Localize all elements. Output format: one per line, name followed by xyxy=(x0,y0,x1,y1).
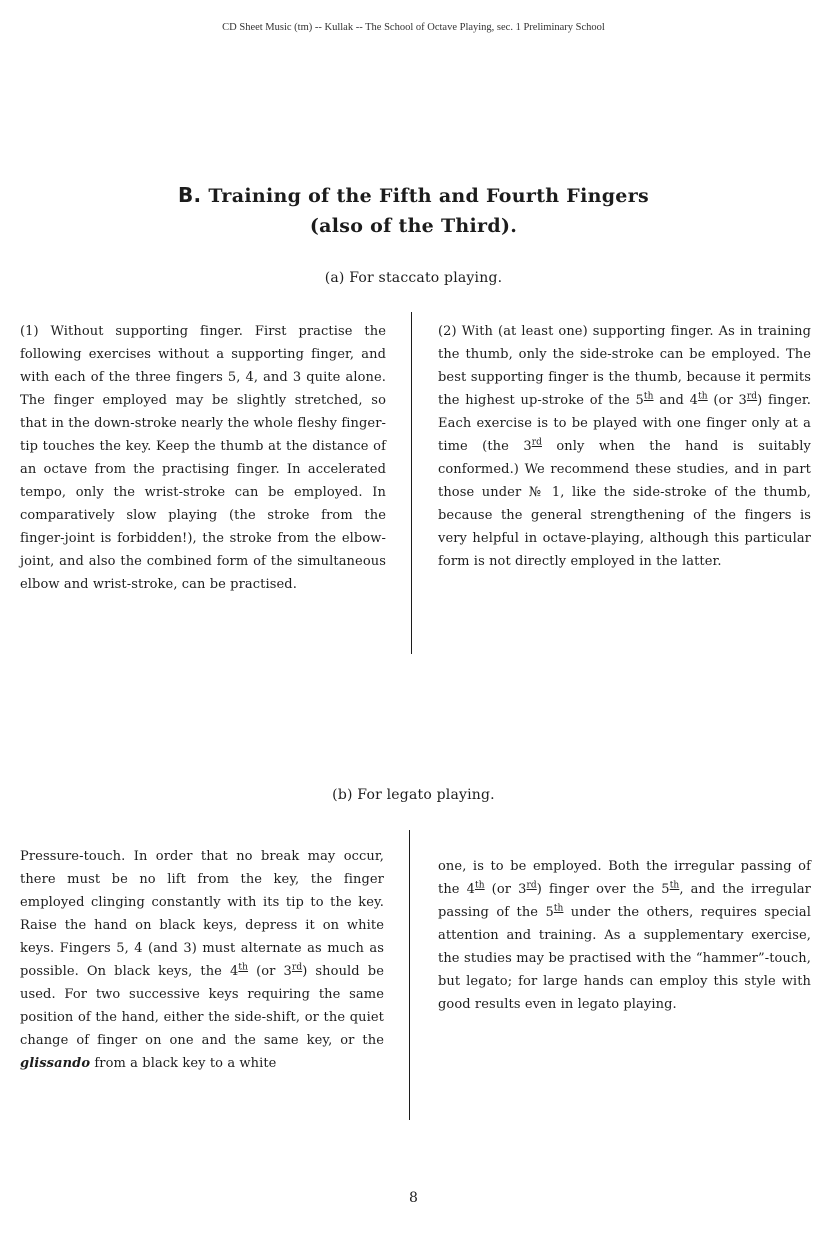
title-line-1: Training of the Fifth and Fourth Fingers xyxy=(208,185,650,207)
subheading-staccato: (a) For staccato playing. xyxy=(324,270,503,286)
column-divider xyxy=(409,830,410,1120)
page-header: CD Sheet Music (tm) -- Kullak -- The School of Octave Playing, sec. 1 Preliminary School xyxy=(222,22,605,33)
column-divider xyxy=(411,312,412,654)
title-letter: B. xyxy=(177,183,202,207)
legato-left-column: Pressure-touch. In order that no break may occur, there must be no lift from the key, the finger employed clinging constantly with its tip to the key. Raise the hand on black keys, depress it on white keys. Fingers 5, 4 (and 3) must alternate as much as possible. On black keys, the 4th (or 3rd) should be used. For two successive keys requiring the same position of the hand, either the side-shift, or the quiet change of finger on one and the same key, or the glissando from a black key to a white xyxy=(20,849,384,1071)
section-title xyxy=(0,180,827,241)
title-line-2: (also of the Third). xyxy=(309,215,518,237)
staccato-right-column: (2) With (at least one) supporting finger. As in training the thumb, only the side-stroke can be employed. The best supporting finger is the thumb, because it permits the highest up-stroke of the 5th and 4th (or 3rd) finger. Each exercise is to be played with one finger only at a time (the 3rd only when the hand is suitably conformed.) We recommend these studies, and in part those under № 1, like the side-stroke of the thumb, because the general strengthening of the fingers is very helpful in octave-playing, although this particular form is not directly employed in the latter. xyxy=(438,324,811,569)
subheading-legato: (b) For legato playing. xyxy=(332,787,495,803)
staccato-left-column: (1) Without supporting finger. First practise the following exercises without a supporting finger, and with each of the three fingers 5, 4, and 3 quite alone. The finger employed may be slightly stretched, so that in the down-stroke nearly the whole fleshy finger-tip touches the key. Keep the thumb at the distance of an octave from the practising finger. In accelerated tempo, only the wrist-stroke can be employed. In comparatively slow playing (the stroke from the finger-joint is forbidden!), the stroke from the elbow-joint, and also the combined form of the simultaneous elbow and wrist-stroke, can be practised. xyxy=(20,324,386,592)
page-number: 8 xyxy=(409,1190,418,1206)
legato-right-column: one, is to be employed. Both the irregular passing of the 4th (or 3rd) finger over the 5th, and the irregular passing of the 5th under the others, requires special attention and training. As a supplementary exercise, the studies may be practised with the “hammer”-touch, but legato; for large hands can employ this style with good results even in legato playing. xyxy=(438,859,811,1012)
